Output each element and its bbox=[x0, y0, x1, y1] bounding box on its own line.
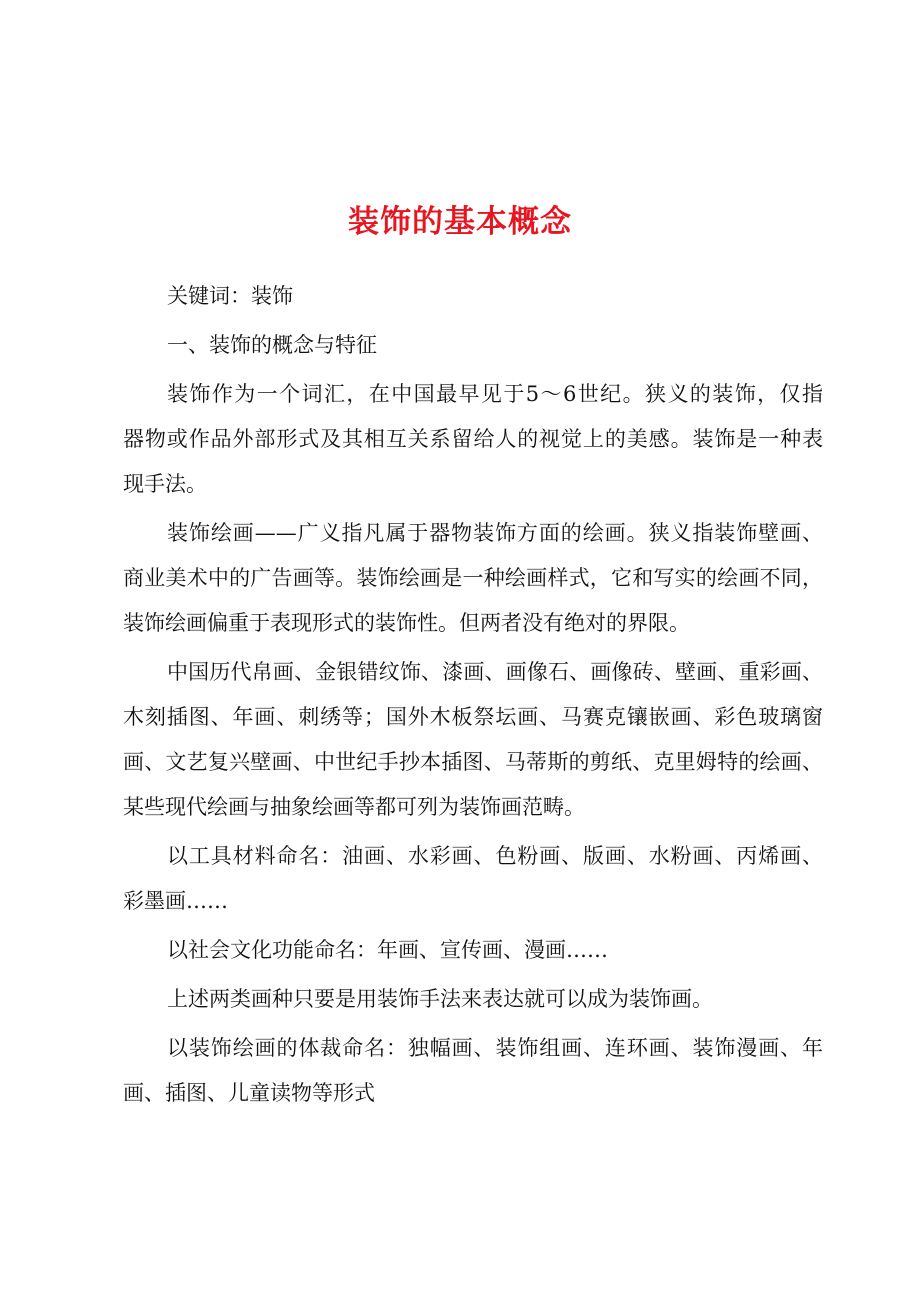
paragraph bbox=[123, 977, 823, 1022]
document-title: 装饰的基本概念 bbox=[348, 204, 572, 240]
paragraph-line: 以工具材料命名：油画、水彩画、色粉画、版画、水粉画、丙烯画、 bbox=[167, 844, 823, 868]
paragraph bbox=[123, 650, 823, 830]
paragraph bbox=[123, 928, 823, 973]
document-body bbox=[123, 274, 823, 1120]
paragraph bbox=[123, 372, 823, 507]
paragraph-line: 木刻插图、年画、刺绣等；国外木板祭坛画、马赛克镶嵌画、彩色玻璃窗 bbox=[123, 705, 823, 729]
paragraph-line: 装饰作为一个词汇，在中国最早见于5～6世纪。狭义的装饰，仅指 bbox=[167, 382, 823, 406]
paragraph-line: 一、装饰的概念与特征 bbox=[167, 333, 377, 357]
paragraph-line: 上述两类画种只要是用装饰手法来表达就可以成为装饰画。 bbox=[167, 987, 713, 1011]
paragraph-line: 画、插图、儿童读物等形式 bbox=[123, 1081, 375, 1105]
paragraph-line: 器物或作品外部形式及其相互关系留给人的视觉上的美感。装饰是一种表 bbox=[123, 427, 823, 451]
paragraph-line: 商业美术中的广告画等。装饰绘画是一种绘画样式，它和写实的绘画不同， bbox=[123, 566, 823, 590]
paragraph-line: 以装饰绘画的体裁命名：独幅画、装饰组画、连环画、装饰漫画、年 bbox=[167, 1036, 823, 1060]
paragraph-line: 装饰绘画偏重于表现形式的装饰性。但两者没有绝对的界限。 bbox=[123, 611, 690, 635]
paragraph-line: 以社会文化功能命名：年画、宣传画、漫画…… bbox=[167, 938, 608, 962]
paragraph-line: 装饰绘画——广义指凡属于器物装饰方面的绘画。狭义指装饰壁画、 bbox=[167, 521, 823, 545]
paragraph-line: 关键词：装饰 bbox=[167, 284, 293, 308]
paragraph bbox=[123, 274, 823, 319]
paragraph-line: 某些现代绘画与抽象绘画等都可列为装饰画范畴。 bbox=[123, 795, 585, 819]
paragraph-line: 现手法。 bbox=[123, 472, 207, 496]
paragraph bbox=[123, 1026, 823, 1116]
paragraph-line: 彩墨画…… bbox=[123, 889, 228, 913]
paragraph bbox=[123, 323, 823, 368]
paragraph bbox=[123, 834, 823, 924]
paragraph bbox=[123, 511, 823, 646]
paragraph-line: 中国历代帛画、金银错纹饰、漆画、画像石、画像砖、壁画、重彩画、 bbox=[167, 660, 823, 684]
paragraph-line: 画、文艺复兴壁画、中世纪手抄本插图、马蒂斯的剪纸、克里姆特的绘画、 bbox=[123, 750, 823, 774]
